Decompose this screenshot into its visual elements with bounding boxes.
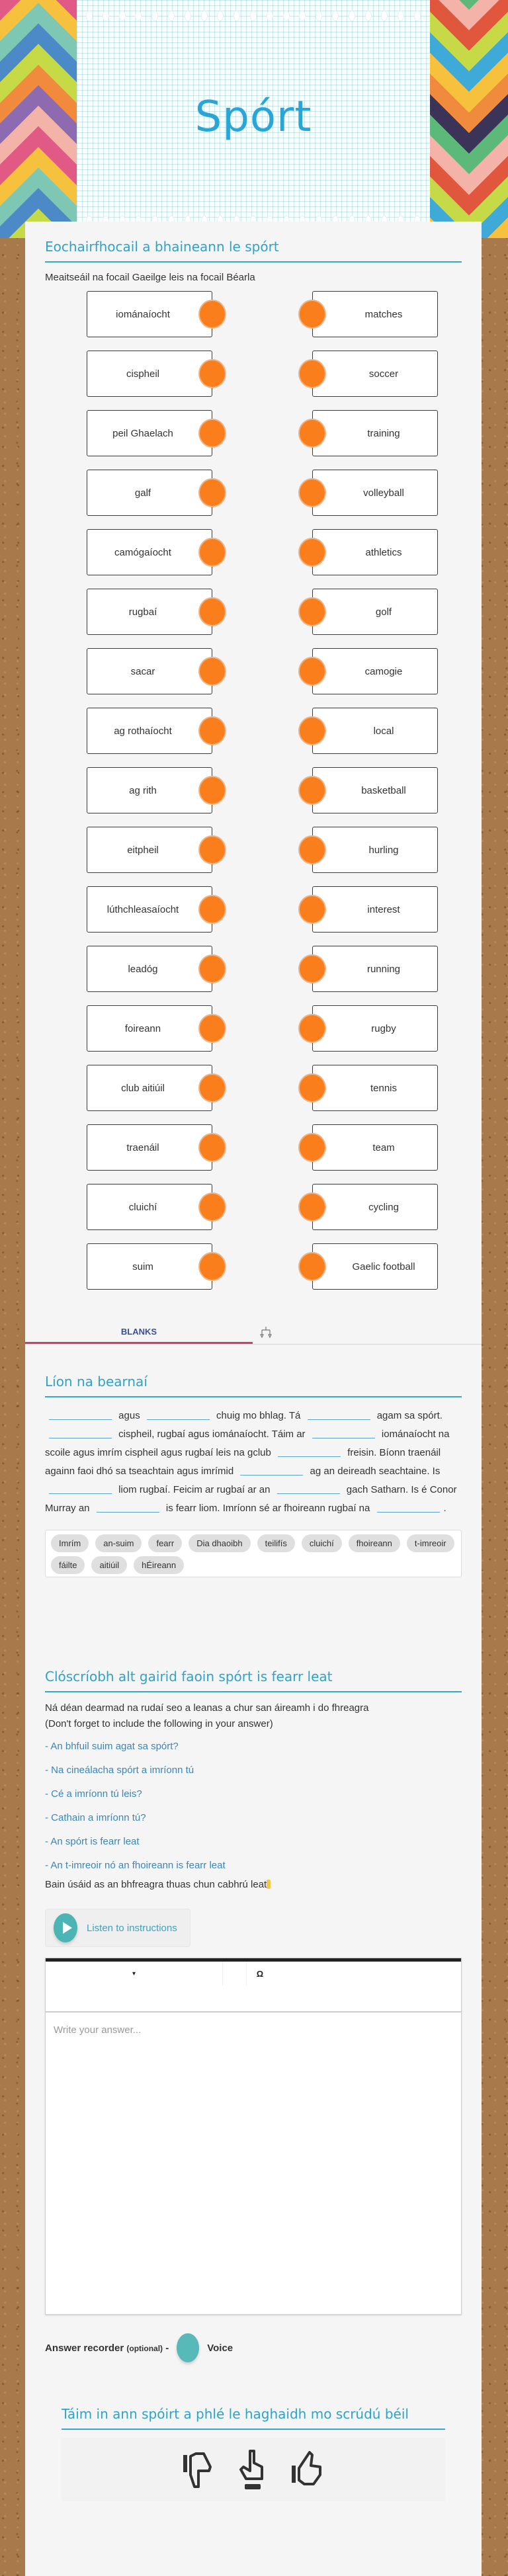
format-dropdown[interactable] xyxy=(46,1962,223,1985)
match-row xyxy=(45,470,462,529)
matching-instruction: Meaitseáil na focail Gaeilge leis na focail Béarla xyxy=(45,272,255,283)
blank-input[interactable] xyxy=(278,1445,341,1457)
thumbs-up-icon[interactable] xyxy=(290,2448,325,2491)
answer-textarea[interactable] xyxy=(46,2013,461,2314)
grid-paper-background xyxy=(77,0,430,238)
connector-dot[interactable] xyxy=(198,419,226,448)
connector-dot[interactable] xyxy=(198,1073,226,1102)
connector-dot[interactable] xyxy=(298,359,326,388)
match-left-item[interactable] xyxy=(87,886,212,933)
connector-dot[interactable] xyxy=(198,1192,226,1222)
connector-dot[interactable] xyxy=(198,716,226,745)
connector-dot[interactable] xyxy=(298,954,326,983)
connector-dot[interactable] xyxy=(198,1252,226,1281)
match-right-label: training xyxy=(367,427,400,439)
match-left-label: sacar xyxy=(130,665,155,677)
connector-dot[interactable] xyxy=(198,359,226,388)
match-row xyxy=(45,708,462,767)
match-left-item[interactable] xyxy=(87,827,212,873)
match-right-label: interest xyxy=(367,903,400,915)
word-chip[interactable]: t-imreoir xyxy=(407,1534,454,1552)
connector-dot[interactable] xyxy=(198,597,226,626)
paragraph-text: gach Satharn. Is é Conor Murray an xyxy=(45,1484,457,1514)
match-left-label: club aitiúil xyxy=(121,1082,165,1094)
thumbs-down-icon[interactable] xyxy=(181,2448,217,2491)
match-right-label: matches xyxy=(364,308,403,320)
answer-placeholder: Write your answer... xyxy=(54,2024,142,2036)
toolbar-button[interactable] xyxy=(223,1962,247,1985)
word-chip[interactable]: fáilte xyxy=(51,1556,85,1574)
connector-dot[interactable] xyxy=(298,776,326,805)
writing-point: - An t-imreoir nó an fhoireann is fearr leat xyxy=(45,1860,226,1871)
match-left-label: cluichí xyxy=(128,1201,157,1213)
match-left-label: ag rith xyxy=(129,784,157,796)
answer-editor xyxy=(45,1958,462,2315)
blank-input[interactable] xyxy=(377,1501,440,1513)
paragraph-text: chuig mo bhlag. Tá xyxy=(216,1410,301,1421)
match-row xyxy=(45,1124,462,1184)
chevron-down-icon: ▾ xyxy=(132,1970,136,1977)
matching-pairs xyxy=(45,291,462,1303)
writing-point: - Cathain a imríonn tú? xyxy=(45,1812,146,1823)
word-chip[interactable]: teilifís xyxy=(257,1534,295,1552)
paragraph-text: agus xyxy=(118,1410,140,1421)
match-row xyxy=(45,529,462,589)
self-assessment-title: Táim in ann spóirt a phlé le haghaidh mo scrúdú béil xyxy=(62,2406,445,2430)
word-bank xyxy=(45,1530,462,1577)
match-right-item[interactable] xyxy=(312,291,438,337)
connector-dot[interactable] xyxy=(298,657,326,686)
connector-dot[interactable] xyxy=(298,895,326,924)
connector-dot[interactable] xyxy=(198,657,226,686)
match-row xyxy=(45,886,462,946)
match-left-item[interactable] xyxy=(87,291,212,337)
match-right-item[interactable] xyxy=(312,351,438,397)
connector-dot[interactable] xyxy=(298,1252,326,1281)
match-row xyxy=(45,410,462,470)
connector-dot[interactable] xyxy=(198,954,226,983)
word-chip[interactable]: hÉireann xyxy=(134,1556,184,1574)
match-right-label: athletics xyxy=(365,546,402,558)
paragraph-text: liom rugbaí. Feicim ar rugbaí ar an xyxy=(118,1484,271,1495)
listen-instructions-button[interactable] xyxy=(45,1909,190,1947)
match-left-label: iománaíocht xyxy=(116,308,170,320)
voice-label: Voice xyxy=(207,2342,233,2354)
match-row xyxy=(45,648,462,708)
match-left-item[interactable] xyxy=(87,1243,212,1290)
header-banner xyxy=(0,0,508,238)
writing-point: - Cé a imríonn tú leis? xyxy=(45,1788,142,1800)
match-right-item[interactable] xyxy=(312,1184,438,1230)
connector-dot[interactable] xyxy=(198,1133,226,1162)
writing-title: Clóscríobh alt gairid faoin spórt is fearr leat xyxy=(45,1669,462,1692)
match-row xyxy=(45,291,462,351)
word-chip[interactable]: Dia dhaoibh xyxy=(189,1534,250,1552)
match-left-label: traenáil xyxy=(126,1142,159,1153)
match-right-item[interactable] xyxy=(312,589,438,635)
intro-english: (Don't forget to include the following in your answer) xyxy=(45,1718,273,1729)
word-chip[interactable]: aitiúil xyxy=(91,1556,127,1574)
match-right-item[interactable] xyxy=(312,1243,438,1290)
connector-dot[interactable] xyxy=(298,300,326,329)
match-left-label: galf xyxy=(134,487,151,499)
answer-recorder xyxy=(45,2333,462,2362)
match-right-label: volleyball xyxy=(363,487,404,499)
word-chip[interactable]: Imrím xyxy=(51,1534,89,1552)
self-assessment-section xyxy=(62,2406,445,2501)
decorative-chevron-pattern xyxy=(469,0,508,238)
match-row xyxy=(45,351,462,410)
match-left-item[interactable] xyxy=(87,410,212,456)
match-right-label: camogie xyxy=(364,665,403,677)
match-left-label: cispheil xyxy=(126,368,160,380)
match-left-item[interactable] xyxy=(87,1184,212,1230)
writing-point: - Na cineálacha spórt a imríonn tú xyxy=(45,1765,194,1776)
match-right-label: Gaelic football xyxy=(352,1261,415,1272)
connector-dot[interactable] xyxy=(198,538,226,567)
decorative-chevron-pattern xyxy=(430,0,469,238)
match-left-item[interactable] xyxy=(87,767,212,813)
match-left-label: lúthchleasaíocht xyxy=(106,903,179,915)
connector-dot[interactable] xyxy=(298,597,326,626)
connector-dot[interactable] xyxy=(298,538,326,567)
match-row xyxy=(45,946,462,1005)
connector-dot[interactable] xyxy=(298,1133,326,1162)
match-left-label: camógaíocht xyxy=(114,546,171,558)
match-left-item[interactable] xyxy=(87,708,212,754)
lesson-card xyxy=(25,222,482,2576)
connector-dot[interactable] xyxy=(298,478,326,507)
match-right-label: tennis xyxy=(370,1082,398,1094)
match-left-item[interactable] xyxy=(87,648,212,694)
connector-dot[interactable] xyxy=(198,300,226,329)
blank-input[interactable] xyxy=(49,1408,112,1420)
match-right-label: rugby xyxy=(371,1022,396,1034)
blanks-paragraph xyxy=(45,1407,462,1518)
rating-options xyxy=(62,2438,445,2501)
fill-blanks-section xyxy=(45,1374,462,1577)
blank-input[interactable] xyxy=(49,1482,112,1494)
match-left-item[interactable] xyxy=(87,351,212,397)
writing-point: - An spórt is fearr leat xyxy=(45,1836,140,1847)
match-left-item[interactable] xyxy=(87,589,212,635)
match-right-label: team xyxy=(372,1142,395,1153)
paragraph-text: iománaíocht na scoile agus imrím cispheil agus rugbaí leis na gclub xyxy=(45,1429,450,1458)
paragraph-text: freisin. Bíonn traenáil againn faoi dhó sa tseachtain agus imrímid xyxy=(45,1447,441,1477)
writing-point: - An bhfuil suim agat sa spórt? xyxy=(45,1741,179,1752)
word-chip[interactable]: fhoireann xyxy=(349,1534,400,1552)
record-button[interactable] xyxy=(177,2333,199,2362)
match-left-label: eitpheil xyxy=(127,844,159,856)
match-right-label: running xyxy=(366,963,401,975)
connector-dot[interactable] xyxy=(298,716,326,745)
listen-label: Listen to instructions xyxy=(87,1922,177,1934)
hint-line xyxy=(45,1879,462,1890)
paragraph-text: . xyxy=(443,1503,446,1514)
match-row xyxy=(45,1065,462,1124)
match-row xyxy=(45,1184,462,1243)
blank-input[interactable] xyxy=(147,1408,210,1420)
match-right-label: local xyxy=(373,725,394,737)
connector-dot[interactable] xyxy=(298,835,326,864)
match-right-item[interactable] xyxy=(312,827,438,873)
match-left-item[interactable] xyxy=(87,946,212,992)
match-right-item[interactable] xyxy=(312,1124,438,1171)
match-right-label: golf xyxy=(375,606,392,618)
match-left-label: ag rothaíocht xyxy=(114,725,172,737)
connector-dot[interactable] xyxy=(198,1014,226,1043)
play-icon xyxy=(54,1913,77,1942)
connector-dot[interactable] xyxy=(298,1073,326,1102)
match-right-item[interactable] xyxy=(312,648,438,694)
match-row xyxy=(45,827,462,886)
blanks-title: Líon na bearnaí xyxy=(45,1374,462,1397)
connector-dot[interactable] xyxy=(298,1014,326,1043)
hint-text: Bain úsáid as an bhfreagra thuas chun cabhrú leat xyxy=(45,1879,267,1890)
match-left-item[interactable] xyxy=(87,1065,212,1111)
connector-dot[interactable] xyxy=(298,419,326,448)
connector-dot[interactable] xyxy=(198,776,226,805)
connector-dot[interactable] xyxy=(198,478,226,507)
blank-input[interactable] xyxy=(312,1427,375,1438)
match-right-item[interactable] xyxy=(312,1005,438,1052)
word-chip[interactable]: an-suim xyxy=(95,1534,142,1552)
match-left-label: leadóg xyxy=(128,963,158,975)
blank-input[interactable] xyxy=(308,1408,370,1420)
match-right-label: hurling xyxy=(368,844,399,856)
match-row xyxy=(45,589,462,648)
paragraph-text: is fearr liom. Imríonn sé ar fhoireann rugbaí na xyxy=(165,1503,370,1514)
notebook-holes xyxy=(86,11,421,21)
match-right-item[interactable] xyxy=(312,767,438,813)
intro-irish: Ná déan dearmad na rudaí seo a leanas a chur san áireamh i do fhreagra xyxy=(45,1702,369,1714)
decorative-chevron-pattern xyxy=(38,0,77,238)
paragraph-text: ag an deireadh seachtaine. Is xyxy=(310,1466,441,1477)
decorative-chevron-pattern xyxy=(0,0,38,238)
match-right-label: basketball xyxy=(361,784,406,796)
pointing-emoji-icon xyxy=(267,1880,271,1889)
pointing-hand-icon[interactable] xyxy=(235,2448,271,2491)
match-right-item[interactable] xyxy=(312,886,438,933)
match-row xyxy=(45,1005,462,1065)
connector-dot[interactable] xyxy=(198,835,226,864)
match-right-label: cycling xyxy=(368,1201,399,1213)
omega-icon: Ω xyxy=(256,1968,264,1979)
match-row xyxy=(45,767,462,827)
match-right-label: soccer xyxy=(368,368,399,380)
special-characters-button[interactable] xyxy=(247,1962,273,1985)
match-right-item[interactable] xyxy=(312,410,438,456)
word-chip[interactable]: cluichí xyxy=(302,1534,342,1552)
match-left-label: foireann xyxy=(124,1022,161,1034)
hierarchy-icon xyxy=(259,1325,273,1340)
match-right-item[interactable] xyxy=(312,1065,438,1111)
matching-section xyxy=(25,222,482,1303)
paragraph-text: cispheil, rugbaí agus iománaíocht. Táim ar xyxy=(118,1429,306,1440)
match-left-item[interactable] xyxy=(87,1124,212,1171)
tab-blanks[interactable]: BLANKS xyxy=(25,1321,253,1344)
writing-section xyxy=(45,1669,462,2362)
paragraph-text: agam sa spórt. xyxy=(376,1410,443,1421)
editor-toolbar xyxy=(46,1958,461,2013)
connector-dot[interactable] xyxy=(298,1192,326,1222)
match-left-item[interactable] xyxy=(87,1005,212,1052)
recorder-label: Answer recorder (optional) - xyxy=(45,2342,169,2354)
match-left-label: peil Ghaelach xyxy=(112,427,173,439)
blank-input[interactable] xyxy=(49,1427,112,1438)
blank-input[interactable] xyxy=(240,1464,303,1475)
match-right-item[interactable] xyxy=(312,470,438,516)
page-title: Spórt xyxy=(194,93,312,142)
match-row xyxy=(45,1243,462,1303)
connector-dot[interactable] xyxy=(198,895,226,924)
writing-intro xyxy=(45,1700,462,1732)
word-chip[interactable]: fearr xyxy=(148,1534,182,1552)
writing-points xyxy=(45,1735,462,1878)
match-left-item[interactable] xyxy=(87,470,212,516)
activity-tabs xyxy=(25,1321,482,1345)
match-left-item[interactable] xyxy=(87,529,212,575)
match-left-label: rugbaí xyxy=(128,606,157,618)
blank-input[interactable] xyxy=(277,1482,340,1494)
blank-input[interactable] xyxy=(97,1501,159,1513)
match-right-item[interactable] xyxy=(312,708,438,754)
match-left-label: suim xyxy=(132,1261,153,1272)
match-right-item[interactable] xyxy=(312,529,438,575)
tab-hierarchy[interactable] xyxy=(253,1321,279,1344)
matching-title: Eochairfhocail a bhaineann le spórt xyxy=(45,239,462,263)
match-right-item[interactable] xyxy=(312,946,438,992)
